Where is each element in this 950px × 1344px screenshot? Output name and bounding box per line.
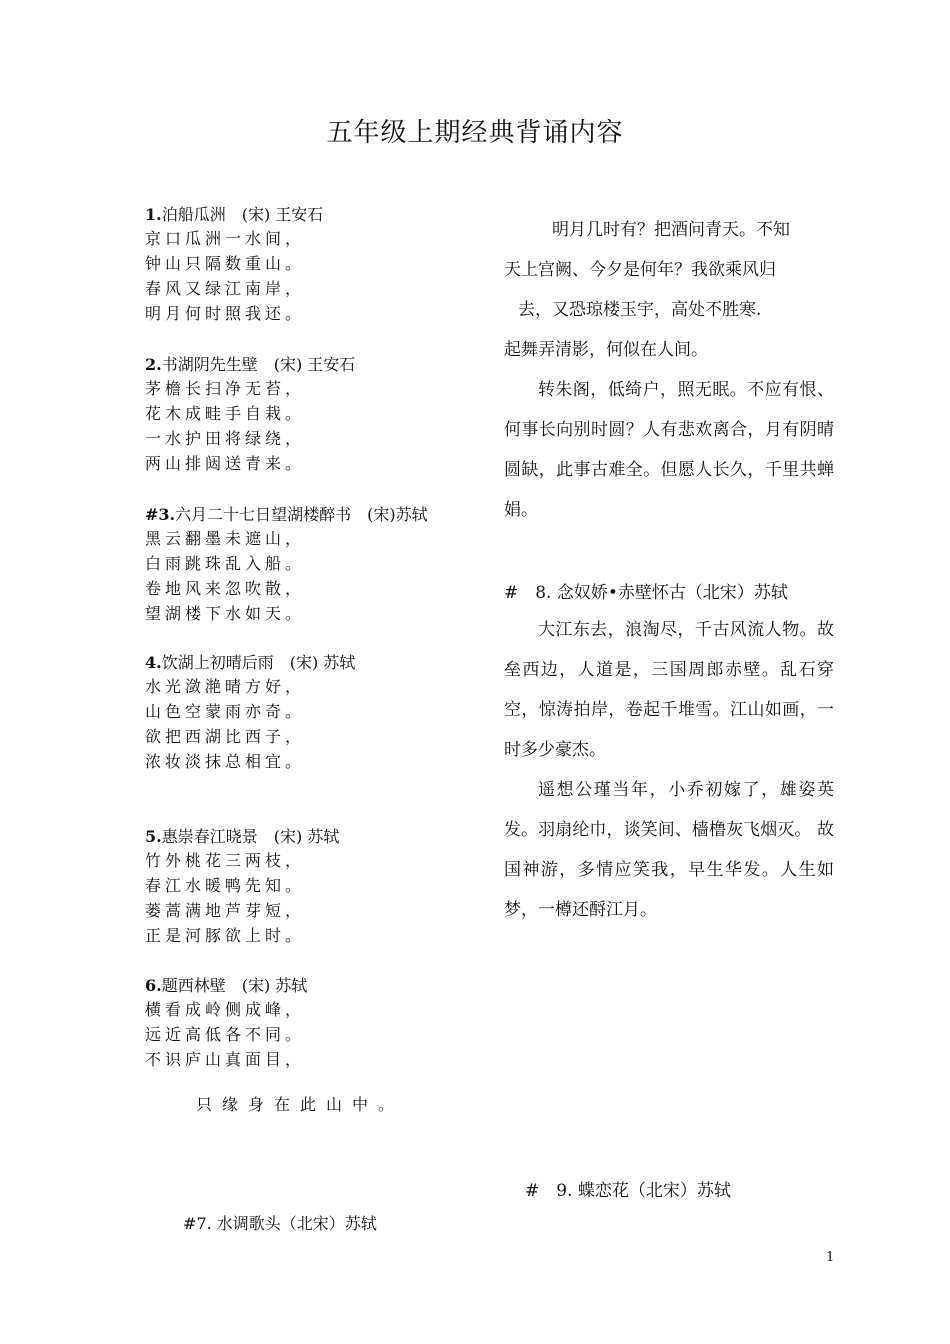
poem-line: 远近高低各不同。 — [145, 1025, 306, 1044]
poem-line: 蒌蒿满地芦芽短， — [145, 901, 306, 920]
poem-line: 竹外桃花三两枝， — [145, 851, 306, 870]
poem-4 — [145, 652, 485, 774]
poem-title — [145, 354, 485, 376]
poem-number: 6. — [145, 976, 162, 995]
poem-line: 只缘身在此山中。 — [196, 1095, 405, 1114]
poem-heading: # 9. 蝶恋花（北宋）苏轼 — [525, 1181, 731, 1201]
poem-title-text: 题西林壁 (宋) 苏轼 — [161, 976, 308, 995]
paragraph: 转朱阁，低绮户，照无眠。不应有恨、何事长向别时圆？人有悲欢离合，月有阴晴圆缺，此事古难全。但愿人长久，千里共蝉娟。 — [504, 380, 834, 520]
text-line: 去，又恐琼楼玉宇，高处不胜寒. — [518, 300, 762, 320]
poem-number: 1. — [145, 205, 162, 224]
poem-title-text: 饮湖上初晴后雨 (宋) 苏轼 — [161, 653, 356, 672]
paragraph: 大江东去，浪淘尽，千古风流人物。故垒西边，人道是，三国周郎赤壁。乱石穿空，惊涛拍岸，卷起千堆雪。江山如画，一时多少豪杰。 — [504, 620, 834, 760]
poem-line: 京口瓜洲一水间， — [145, 229, 306, 248]
poem-line: 不识庐山真面目， — [145, 1050, 306, 1069]
poem-heading: #7. 水调歌头（北宋）苏轼 — [183, 1214, 377, 1233]
poem-line: 春江水暖鸭先知。 — [145, 876, 306, 895]
poem-title — [145, 504, 485, 526]
text-line: 起舞弄清影，何似在人间。 — [504, 340, 708, 360]
page-title: 五年级上期经典背诵内容 — [326, 118, 624, 148]
poem-line: 望湖楼下水如天。 — [145, 604, 306, 623]
poem-line: 欲把西湖比西子， — [145, 727, 306, 746]
poem-number: 4. — [145, 653, 162, 672]
poem-line: 黑云翻墨未遮山， — [145, 529, 306, 548]
poem-line: 浓妆淡抹总相宜。 — [145, 752, 306, 771]
ci-shuidiao-text — [504, 210, 834, 530]
poem-3 — [145, 504, 485, 626]
poem-line: 明月何时照我还。 — [145, 304, 306, 323]
poem-line: 钟山只隔数重山。 — [145, 254, 306, 273]
paragraph: 遥想公瑾当年，小乔初嫁了，雄姿英发。羽扇纶巾，谈笑间、樯橹灰飞烟灭。 故国神游，多情应笑我，早生华发。人生如梦，一樽还酹江月。 — [504, 780, 834, 920]
poem-2 — [145, 354, 485, 476]
poem-line: 茅檐长扫净无苔， — [145, 379, 306, 398]
poem-number: 2. — [145, 355, 162, 374]
poem-5 — [145, 826, 485, 948]
poem-title-text: 惠崇春江晓景 (宋) 苏轼 — [161, 827, 340, 846]
poem-line: 春风又绿江南岸， — [145, 279, 306, 298]
ci-niannujiao-text — [504, 610, 834, 930]
poem-heading: # 8. 念奴娇•赤壁怀古（北宋）苏轼 — [504, 583, 788, 603]
poem-line: 水光潋滟晴方好， — [145, 677, 306, 696]
poem-6 — [145, 975, 485, 1072]
poem-line: 山色空蒙雨亦奇。 — [145, 702, 306, 721]
poem-line: 花木成畦手自栽。 — [145, 404, 306, 423]
poem-title — [145, 826, 485, 848]
poem-line: 一水护田将绿绕， — [145, 429, 306, 448]
poem-line: 正是河豚欲上时。 — [145, 926, 306, 945]
poem-1 — [145, 204, 485, 326]
text-line: 天上宫阙、今夕是何年？我欲乘风归 — [504, 260, 776, 280]
poem-title-text: 六月二十七日望湖楼醉书 (宋)苏轼 — [175, 505, 428, 524]
poem-line: 白雨跳珠乱入船。 — [145, 554, 306, 573]
poem-number: 5. — [145, 827, 162, 846]
poem-line: 两山排闼送青来。 — [145, 454, 306, 473]
poem-title-text: 书湖阴先生壁 (宋) 王安石 — [161, 355, 356, 374]
poem-line: 横看成岭侧成峰， — [145, 1000, 306, 1019]
poem-number: #3. — [145, 505, 176, 524]
text-line: 明月几时有？把酒问青天。不知 — [552, 220, 790, 240]
poem-line: 卷地风来忽吹散， — [145, 579, 306, 598]
poem-title — [145, 204, 485, 226]
poem-title-text: 泊船瓜洲 (宋) 王安石 — [161, 205, 324, 224]
poem-title — [145, 975, 485, 997]
poem-title — [145, 652, 485, 674]
page-number: 1 — [826, 1250, 835, 1265]
